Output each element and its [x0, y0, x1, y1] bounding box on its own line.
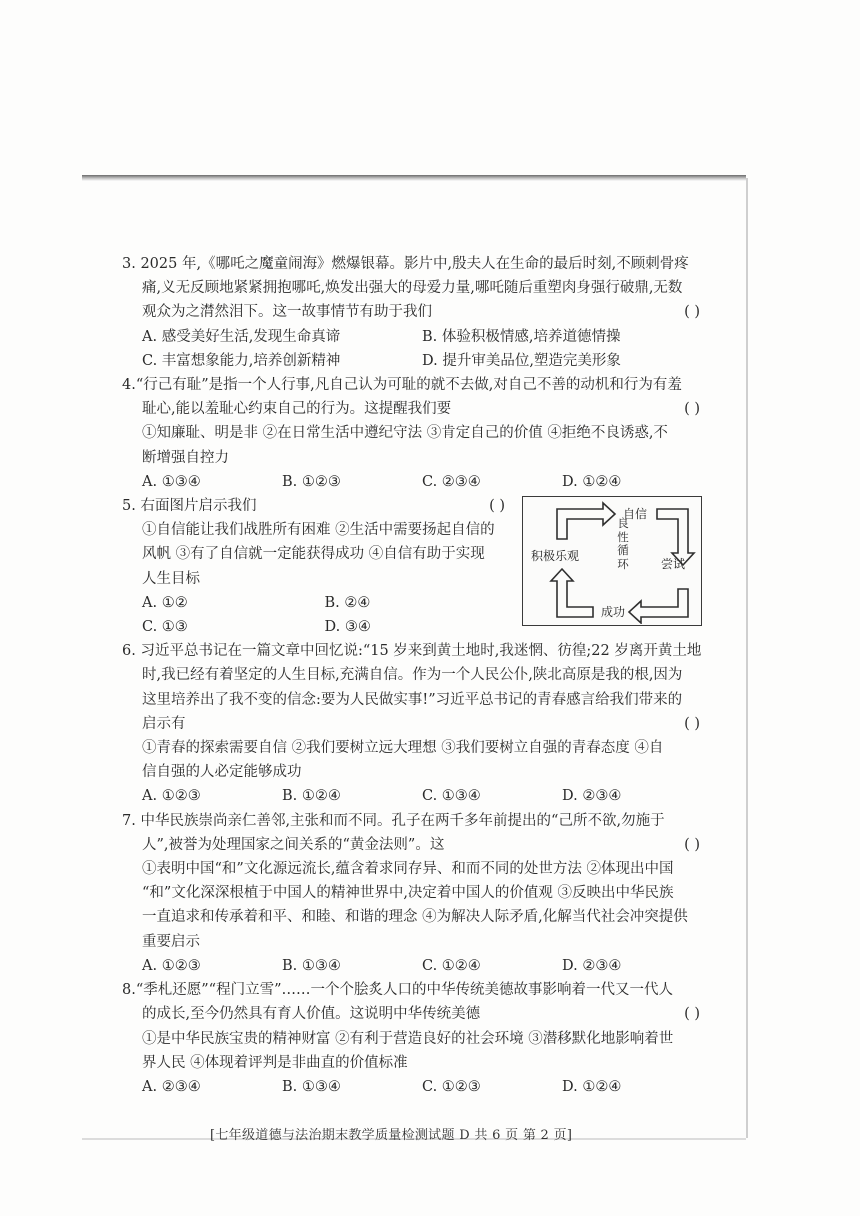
- arrow-to-success: [629, 589, 688, 623]
- q6-answer-blank: ( ): [684, 715, 700, 732]
- arrow-to-optimism: [551, 569, 593, 617]
- q5-option-a: A. ①②: [142, 594, 188, 611]
- q7-option-b: B. ①③④: [282, 957, 341, 974]
- q4-option-b: B. ①②③: [282, 473, 341, 490]
- q3-option-d: D. 提升审美品位,塑造完美形象: [422, 352, 621, 369]
- q8-statements: 界人民 ④体现着评判是非曲直的价值标准: [142, 1054, 408, 1071]
- q8-option-a: A. ②③④: [142, 1078, 201, 1095]
- q7-statements: 一直追求和传承着和平、和睦、和谐的理念 ④为解决人际矛盾,化解当代社会冲突提供: [142, 909, 688, 926]
- q5-option-b: B. ②④: [324, 594, 371, 611]
- q4-answer-blank: ( ): [684, 401, 700, 418]
- q4-option-a: A. ①③④: [142, 473, 201, 490]
- q5-stem-text: 5. 右面图片启示我们: [122, 498, 257, 515]
- center-char: 良: [617, 516, 629, 531]
- q7-statements: ①表明中国“和”文化源远流长,蕴含着求同存异、和而不同的处世方法 ②体现出中国: [142, 861, 674, 878]
- q3-options-row: [122, 325, 702, 349]
- exam-page-content: [122, 252, 702, 1099]
- q3-answer-blank: ( ): [684, 304, 700, 321]
- q3-option-b: B. 体验积极情感,培养道德情操: [422, 328, 621, 345]
- q7-stem-text: 人”,被誉为处理国家之间关系的“黄金法则”。这: [142, 836, 445, 853]
- q6-stem-line: 这里培养出了我不变的信念:要为人民做实事!”习近平总书记的青春感言给我们带来的: [142, 691, 683, 708]
- q7-stem-line: 7. 中华民族崇尚亲仁善邻,主张和而不同。孔子在两千多年前提出的“己所不欲,勿施于: [122, 812, 665, 829]
- q3-option-c: C. 丰富想象能力,培养创新精神: [142, 352, 341, 369]
- scan-edge-shadow: [82, 175, 746, 181]
- q8-options-row: [122, 1075, 702, 1099]
- paper-edge-right: [746, 178, 748, 1138]
- q8-stem-text: 的成长,至今仍然具有育人价值。这说明中华传统美德: [142, 1006, 481, 1023]
- q6-options-row: [122, 784, 702, 808]
- q5-option-c: C. ①③: [142, 619, 188, 636]
- diagram-center-label: [616, 517, 630, 571]
- q5-statements: 风帆 ③有了自信就一定能获得成功 ④自信有助于实现: [142, 546, 485, 563]
- q5-answer-blank: ( ): [489, 498, 505, 515]
- q7-option-d: D. ②③④: [562, 957, 622, 974]
- q7-statements: 重要启示: [142, 933, 200, 950]
- q3-stem-line: 3. 2025 年,《哪吒之魔童闹海》燃爆银幕。影片中,殷夫人在生命的最后时刻,不顾刺骨疼: [122, 256, 689, 272]
- q3-stem-line: 痛,义无反顾地紧紧拥抱哪吒,焕发出强大的母爱力量,哪吒随后重塑肉身强行破鼎,无数: [142, 280, 683, 297]
- q6-statements: 信自强的人必定能够成功: [142, 764, 302, 781]
- question-6: [122, 639, 702, 808]
- q3-options-row: [122, 349, 702, 373]
- q6-stem-text: 启示有: [142, 715, 186, 732]
- self-confidence-cycle-diagram: [522, 496, 702, 626]
- q3-option-a: A. 感受美好生活,发现生命真谛: [142, 328, 341, 345]
- q6-statements: ①青春的探索需要自信 ②我们要树立远大理想 ③我们要树立自强的青春态度 ④自: [142, 740, 664, 757]
- q8-option-b: B. ①③④: [282, 1078, 341, 1095]
- q6-stem-line: 时,我已经有着坚定的人生目标,充满自信。作为一个人民公仆,陕北高原是我的根,因为: [142, 667, 683, 684]
- q5-options-row: [122, 615, 507, 639]
- q4-statements: 断增强自控力: [142, 449, 229, 466]
- q7-statements: “和”文化深深根植于中国人的精神世界中,决定着中国人的价值观 ③反映出中华民族: [142, 885, 674, 902]
- q4-option-c: C. ②③④: [422, 473, 481, 490]
- diagram-label-left: 积极乐观: [531, 549, 580, 564]
- question-8: [122, 978, 702, 1099]
- q4-statements: ①知廉耻、明是非 ②在日常生活中遵纪守法 ③肯定自己的价值 ④拒绝不良诱惑,不: [142, 425, 668, 442]
- q6-stem-last: [122, 712, 702, 736]
- question-5: [122, 494, 702, 639]
- question-4: [122, 373, 702, 494]
- q3-stem-last: [122, 300, 702, 324]
- q5-option-d: D. ③④: [324, 619, 371, 636]
- q5-stem-last: [122, 494, 507, 518]
- q6-option-a: A. ①②③: [142, 788, 201, 805]
- q7-option-c: C. ①②④: [422, 957, 481, 974]
- q8-option-c: C. ①②③: [422, 1078, 481, 1095]
- q5-options-row: [122, 591, 507, 615]
- page-footer: [七年级道德与法治期末教学质量检测试题 D 共 6 页 第 2 页]: [210, 1128, 573, 1143]
- q7-options-row: [122, 954, 702, 978]
- q5-statements: ①自信能让我们战胜所有困难 ②生活中需要扬起自信的: [142, 522, 495, 539]
- q8-option-d: D. ①②④: [562, 1078, 622, 1095]
- center-char: 环: [617, 556, 629, 571]
- q6-option-b: B. ①②④: [282, 788, 341, 805]
- q4-option-d: D. ①②④: [562, 473, 622, 490]
- q7-option-a: A. ①②③: [142, 957, 201, 974]
- q8-answer-blank: ( ): [684, 1006, 700, 1023]
- q6-option-c: C. ①③④: [422, 788, 481, 805]
- center-char: 循: [617, 543, 629, 558]
- q5-text-block: [122, 494, 507, 639]
- diagram-label-bottom: 成功: [601, 605, 626, 620]
- center-char: 性: [617, 529, 629, 544]
- q8-statements: ①是中华民族宝贵的精神财富 ②有利于营造良好的社会环境 ③潜移默化地影响着世: [142, 1030, 674, 1047]
- question-3: [122, 252, 702, 373]
- question-7: [122, 809, 702, 978]
- diagram-label-top: 自信: [623, 507, 648, 522]
- q3-stem-text: 观众为之潸然泪下。这一故事情节有助于我们: [142, 304, 432, 321]
- q4-stem-line: 4.“行己有耻”是指一个人行事,凡自己认为可耻的就不去做,对自己不善的动机和行为有羞: [122, 377, 682, 394]
- diagram-label-right: 尝试: [661, 557, 686, 572]
- q8-stem-line: 8.“季札还愿”“程门立雪”……一个个脍炙人口的中华传统美德故事影响着一代又一代人: [122, 982, 673, 999]
- q7-stem-last: [122, 833, 702, 857]
- q6-option-d: D. ②③④: [562, 788, 622, 805]
- q6-stem-line: 6. 习近平总书记在一篇文章中回忆说:“15 岁来到黄土地时,我迷惘、彷徨;22 岁离开黄土地: [122, 643, 702, 660]
- q4-options-row: [122, 470, 702, 494]
- q8-stem-last: [122, 1002, 702, 1026]
- arrow-to-confidence: [557, 503, 615, 539]
- q4-stem-text: 耻心,能以羞耻心约束自己的行为。这提醒我们要: [142, 401, 452, 418]
- q5-statements: 人生目标: [142, 570, 200, 587]
- q4-stem-last: [122, 397, 702, 421]
- q7-answer-blank: ( ): [684, 836, 700, 853]
